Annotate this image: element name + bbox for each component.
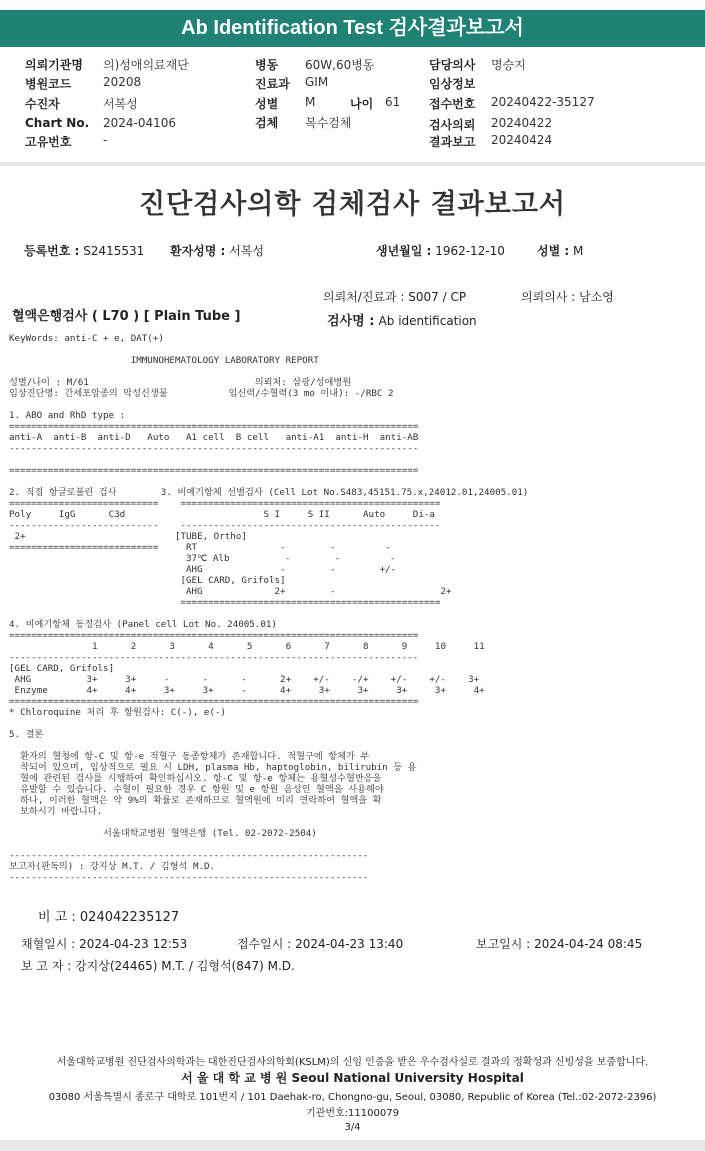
order-test-value: Ab identification — [378, 314, 477, 328]
report-line — [9, 718, 528, 729]
report-line — [9, 608, 528, 619]
report-line: ----------------------------------------------------------------- — [9, 872, 369, 883]
report-line: 보고자(판독의) : 강지상 M.T. / 김형석 M.D. — [9, 861, 216, 872]
header-label-chart-no: Chart No. — [25, 116, 90, 130]
header-value-physician: 명승지 — [491, 58, 526, 72]
header-value-hospital-code: 20208 — [103, 75, 142, 89]
report-line: 2+ [TUBE, Ortho] — [9, 531, 247, 542]
order-test — [327, 310, 477, 329]
receive-time-value: 2024-04-23 13:40 — [295, 937, 404, 951]
header-label-patient: 수진자 — [25, 97, 60, 111]
report-banner-title: Ab Identification Test 검사결과보고서 — [0, 10, 705, 47]
report-line: 임상진단명: 간세포암종의 악성신생물 임신력/수혈력(3 mo 이내): -/RBC 2 — [9, 388, 394, 399]
patient-reg-value: S2415531 — [83, 244, 145, 258]
header-value-report-date: 20240424 — [491, 133, 553, 147]
report-line — [9, 344, 528, 355]
header-label-ward: 병동 — [255, 58, 279, 72]
header-label-clinical-info: 임상정보 — [429, 77, 476, 91]
patient-name-label: 환자성명 : — [170, 244, 226, 258]
report-time — [476, 935, 642, 952]
patient-name — [170, 242, 264, 259]
collect-time-value: 2024-04-23 12:53 — [79, 937, 188, 951]
header-value-institution: 의)성애의료재단 — [103, 58, 189, 72]
report-line: 1. ABO and RhD type : — [9, 410, 126, 421]
report-line: 37℃ Alb - - - — [9, 553, 396, 564]
report-line: ========================================================================== — [9, 630, 419, 641]
report-line — [9, 817, 528, 828]
remarks — [38, 906, 179, 925]
report-line: ========================================================================== — [9, 421, 419, 432]
header-label-hospital-code: 병원코드 — [25, 77, 72, 91]
order-test-label: 검사명 : — [327, 314, 375, 329]
remarks-label: 비 고 : — [38, 910, 76, 925]
header-value-unique-no: - — [103, 133, 108, 147]
report-line: anti-A anti-B anti-D Auto A1 cell B cell anti-A1 anti-H anti-AB — [9, 432, 419, 443]
report-line — [9, 740, 528, 751]
report-line: ========================================================================== — [9, 465, 419, 476]
order-dept-label: 의뢰처/진료과 : — [323, 290, 405, 304]
report-time-label: 보고일시 : — [476, 937, 531, 951]
footer-address: 03080 서울특별시 종로구 대학로 101번지 / 101 Daehak-ro, Chongno-gu, Seoul, 03080, Republic of Korea (Tel.:02-2072-2396) — [48, 1092, 657, 1103]
footer-institution-no: 기관번호:11100079 — [306, 1108, 399, 1119]
patient-dob-value: 1962-12-10 — [435, 244, 505, 258]
report-line: 하나, 이러한 혈액은 약 9%의 확률로 존재하므로 혈액원에 미리 연락하여 혈액을 확 — [9, 795, 382, 806]
remarks-value: 024042235127 — [79, 910, 180, 925]
report-line: 4. 비예기항체 동정검사 (Panel cell Lot No. 24005.01) — [9, 619, 277, 630]
report-time-value: 2024-04-24 08:45 — [534, 937, 643, 951]
header-label-sex: 성별 — [255, 97, 279, 111]
report-line: Poly IgG C3d S I S II Auto Di-a — [9, 509, 435, 520]
receive-time-label: 접수일시 : — [237, 937, 292, 951]
report-line: 착되어 있으며, 임상적으로 필요 시 LDH, plasma Hb, haptoglobin, bilirubin 등 용 — [9, 762, 417, 773]
section-title: 혈액은행검사 ( L70 ) [ Plain Tube ] — [12, 309, 241, 324]
report-body — [9, 333, 528, 883]
report-line: 2. 직접 항글로불린 검사 3. 비예기항체 선별검사 (Cell Lot No.S483,45151.75.x,24012.01,24005.01) — [9, 487, 529, 498]
header-value-age: 61 — [385, 95, 401, 109]
report-line: =========================== RT - - - — [9, 542, 391, 553]
patient-name-value: 서복성 — [229, 244, 264, 258]
report-line: AHG 2+ - 2+ — [9, 586, 452, 597]
report-title: 진단검사의학 검체검사 결과보고서 — [138, 189, 567, 220]
patient-sex-label: 성별 : — [537, 244, 570, 258]
report-line: KeyWords: anti-C + e, DAT(+) — [9, 333, 164, 344]
patient-dob-label: 생년월일 : — [376, 244, 432, 258]
collect-time-label: 채혈일시 : — [21, 937, 76, 951]
report-line: AHG - - +/- — [9, 564, 397, 575]
report-line — [9, 454, 528, 465]
report-line: =========================== =============================================== — [9, 498, 441, 509]
report-line: 성별/나이 : M/61 의뢰처: 삼광/성애병원 — [9, 377, 352, 388]
header-label-request-date: 검사의뢰 — [429, 118, 476, 132]
report-line: 보하시기 바랍니다. — [9, 806, 103, 817]
header-label-physician: 담당의사 — [429, 58, 476, 72]
receive-time — [237, 935, 403, 952]
header-value-specimen: 복수검체 — [305, 116, 352, 130]
footer-hospital-name: 서 울 대 학 교 병 원 Seoul National University Hospital — [181, 1071, 524, 1085]
report-line: 유발할 수 있습니다. 수혈이 필요한 경우 C 항원 및 e 항원 음성인 혈액을 사용해야 — [9, 784, 384, 795]
header-label-unique-no: 고유번호 — [25, 135, 72, 149]
report-line: 5. 결론 — [9, 729, 44, 740]
report-line: -------------------------------------------------------------------------- — [9, 652, 419, 663]
collect-time — [21, 935, 187, 952]
report-line: 서울대학교병원 혈액은행 (Tel. 02-2072-2504) — [9, 828, 317, 839]
header-label-accession-no: 접수번호 — [429, 97, 476, 111]
report-line: [GEL CARD, Grifols] — [9, 575, 286, 586]
order-doctor — [521, 288, 614, 305]
header-value-accession-no: 20240422-35127 — [491, 95, 595, 109]
header-value-ward: 60W,60병동 — [305, 58, 375, 72]
footer-certification: 서울대학교병원 진단검사의학과는 대한진단검사의학회(KSLM)의 신임 인증을 받은 우수검사실로 결과의 정확성과 신빙성을 보증합니다. — [56, 1057, 649, 1068]
header-label-report-date: 결과보고 — [429, 135, 476, 149]
header-label-age: 나이 — [350, 97, 374, 111]
header-value-patient: 서복성 — [103, 97, 138, 111]
report-line: [GEL CARD, Grifols] — [9, 663, 115, 674]
header-value-request-date: 20240422 — [491, 116, 553, 130]
report-line: Enzyme 4+ 4+ 3+ 3+ - 4+ 3+ 3+ 3+ 3+ 4+ — [9, 685, 485, 696]
footer-page-number: 3/4 — [344, 1122, 361, 1133]
header-label-department: 진료과 — [255, 77, 290, 91]
header-label-specimen: 검체 — [255, 116, 279, 130]
report-line: IMMUNOHEMATOLOGY LABORATORY REPORT — [9, 355, 319, 366]
patient-reg-label: 등록번호 : — [24, 244, 80, 258]
patient-dob — [376, 242, 505, 259]
order-doctor-label: 의뢰의사 : — [521, 290, 576, 304]
order-doctor-value: 남소영 — [579, 290, 614, 304]
report-line: ========================================================================== — [9, 696, 419, 707]
report-line: -------------------------------------------------------------------------- — [9, 443, 419, 454]
header-value-chart-no: 2024-04106 — [103, 116, 177, 130]
report-line — [9, 839, 528, 850]
report-line: ----------------------------------------------------------------- — [9, 850, 369, 861]
patient-reg-no — [24, 242, 144, 259]
patient-sex-value: M — [573, 244, 584, 258]
report-line: =============================================== — [9, 597, 441, 608]
bottom-bar — [0, 1140, 705, 1151]
report-line — [9, 366, 528, 377]
report-line — [9, 399, 528, 410]
report-line — [9, 476, 528, 487]
header-value-sex: M — [305, 95, 316, 109]
report-line: AHG 3+ 3+ - - - 2+ +/- -/+ +/- +/- 3+ — [9, 674, 480, 685]
report-line: --------------------------- ----------------------------------------------- — [9, 520, 441, 531]
report-line: 혈에 관련된 검사를 시행하여 확인하십시오. 항-C 및 항-e 항체는 용혈성수혈반응을 — [9, 773, 382, 784]
reporter-label: 보 고 자 : — [21, 959, 72, 973]
report-line: 1 2 3 4 5 6 7 8 9 10 11 — [9, 641, 485, 652]
order-dept-value: S007 / CP — [408, 290, 467, 304]
report-line: * Chloroquine 처리 후 항원검사: C(-), e(-) — [9, 707, 227, 718]
section-divider — [0, 162, 705, 166]
reporter — [21, 957, 295, 974]
order-dept — [323, 288, 466, 305]
reporter-value: 강지상(24465) M.T. / 김형석(847) M.D. — [75, 959, 295, 973]
header-label-institution: 의뢰기관명 — [25, 58, 83, 72]
report-line: 환자의 혈청에 항-C 및 항-e 적혈구 동종항체가 존재합니다. 적혈구에 항체가 부 — [9, 751, 370, 762]
patient-sex — [537, 242, 583, 259]
header-value-department: GIM — [305, 75, 329, 89]
